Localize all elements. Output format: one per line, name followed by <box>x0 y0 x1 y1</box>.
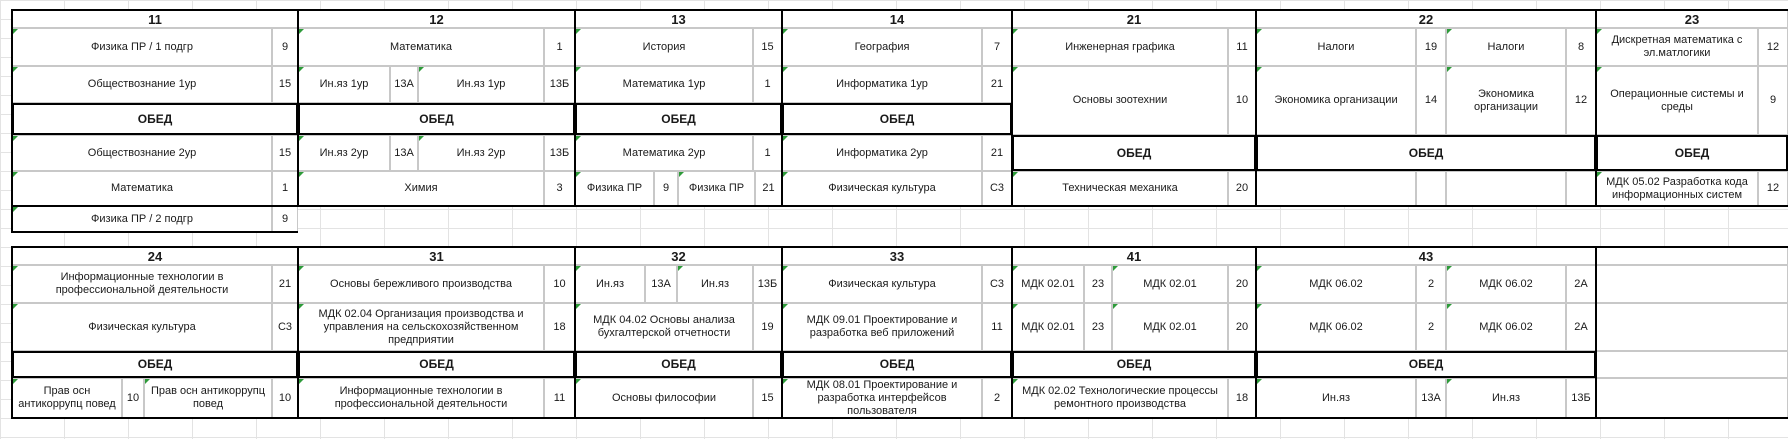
lesson-room[interactable]: 20 <box>1228 265 1256 303</box>
thick-border <box>1595 246 1597 419</box>
lesson-subject[interactable]: Ин.яз 1ур <box>298 66 390 103</box>
lesson-subject[interactable]: Прав осн антикоррупц повед <box>12 378 122 418</box>
lesson-room[interactable]: 12 <box>1758 28 1788 66</box>
empty-cell[interactable] <box>1596 247 1788 265</box>
lesson-subject[interactable]: Операционные системы и среды <box>1596 66 1758 135</box>
lesson-subject[interactable]: МДК 02.01 <box>1112 303 1228 351</box>
lesson-subject[interactable]: Физика ПР <box>575 171 654 206</box>
lesson-subject[interactable]: Информационные технологии в профессиональной деятельности <box>12 265 272 303</box>
empty-cell[interactable] <box>1596 265 1788 303</box>
empty-cell[interactable] <box>1596 351 1788 378</box>
lesson-room[interactable]: 20 <box>1228 171 1256 206</box>
lesson-room[interactable]: 10 <box>544 265 575 303</box>
thick-border <box>781 246 783 419</box>
lesson-subject[interactable]: МДК 09.01 Проектирование и разработка веб приложений <box>782 303 982 351</box>
lesson-room[interactable]: 1 <box>544 28 575 66</box>
lesson-subject[interactable]: Налоги <box>1446 28 1566 66</box>
lesson-subject[interactable]: Ин.яз 2ур <box>418 135 544 171</box>
lesson-subject[interactable]: География <box>782 28 982 66</box>
thick-border <box>11 246 13 419</box>
group-header-31[interactable]: 31 <box>298 247 575 265</box>
lesson-subject[interactable]: Информатика 2ур <box>782 135 982 171</box>
lesson-subject[interactable]: Экономика организации <box>1446 66 1566 135</box>
lesson-subject[interactable]: МДК 06.02 <box>1446 303 1566 351</box>
lesson-subject[interactable]: МДК 02.04 Организация производства и управления на сельскохозяйственном предприятии <box>298 303 544 351</box>
lunch-break[interactable]: ОБЕД <box>12 351 298 378</box>
group-header-33[interactable]: 33 <box>782 247 1012 265</box>
lesson-room[interactable]: С3 <box>272 303 298 351</box>
lesson-subject[interactable]: Экономика организации <box>1256 66 1416 135</box>
lesson-room[interactable]: С3 <box>982 171 1012 206</box>
lesson-subject[interactable]: Обществознание 1ур <box>12 66 272 103</box>
lesson-room[interactable]: 9 <box>1758 66 1788 135</box>
thick-border <box>12 9 1788 11</box>
thick-border <box>297 9 299 207</box>
lesson-subject[interactable]: Обществознание 2ур <box>12 135 272 171</box>
empty-cell[interactable] <box>1596 303 1788 351</box>
lesson-subject[interactable]: Физическая культура <box>12 303 272 351</box>
lesson-room[interactable]: 1 <box>753 66 782 103</box>
lunch-break[interactable]: ОБЕД <box>1256 135 1596 171</box>
lesson-subject[interactable]: Информатика 1ур <box>782 66 982 103</box>
lesson-room[interactable]: 10 <box>272 378 298 418</box>
group-header-41[interactable]: 41 <box>1012 247 1256 265</box>
thick-border <box>12 246 1788 248</box>
empty-cell[interactable] <box>1256 171 1416 206</box>
lesson-room[interactable]: 10 <box>122 378 144 418</box>
lesson-room[interactable]: 14 <box>1416 66 1446 135</box>
lesson-subject[interactable]: МДК 06.02 <box>1446 265 1566 303</box>
lesson-subject[interactable]: Ин.яз 2ур <box>298 135 390 171</box>
lesson-room[interactable]: 23 <box>1084 265 1112 303</box>
lesson-room[interactable]: 13Б <box>544 66 575 103</box>
lesson-room[interactable]: С3 <box>982 265 1012 303</box>
lesson-subject[interactable]: Математика 2ур <box>575 135 753 171</box>
lesson-subject[interactable]: Техническая механика <box>1012 171 1228 206</box>
lunch-break[interactable]: ОБЕД <box>298 103 575 135</box>
lesson-subject[interactable]: Ин.яз <box>1446 378 1566 418</box>
lesson-room[interactable]: 2 <box>982 378 1012 418</box>
lesson-subject[interactable]: Налоги <box>1256 28 1416 66</box>
lesson-subject[interactable]: Дискретная математика с эл.матлогики <box>1596 28 1758 66</box>
empty-cell[interactable] <box>1566 171 1596 206</box>
empty-cell[interactable] <box>1416 171 1446 206</box>
thick-border <box>1011 246 1013 419</box>
lesson-subject[interactable]: МДК 02.02 Технологические процессы ремонтного производства <box>1012 378 1228 418</box>
group-header-11[interactable]: 11 <box>12 10 298 28</box>
lesson-room[interactable]: 15 <box>272 135 298 171</box>
thick-border <box>781 9 783 207</box>
lesson-subject[interactable]: Ин.яз <box>677 265 753 303</box>
lesson-room[interactable]: 2 <box>1416 303 1446 351</box>
lesson-room[interactable]: 11 <box>982 303 1012 351</box>
lesson-subject[interactable]: Информационные технологии в профессиональной деятельности <box>298 378 544 418</box>
thick-border <box>12 205 1788 207</box>
lunch-break[interactable]: ОБЕД <box>298 351 575 378</box>
lesson-subject[interactable]: История <box>575 28 753 66</box>
lesson-room[interactable]: 13А <box>645 265 677 303</box>
lunch-break[interactable]: ОБЕД <box>575 103 782 135</box>
lesson-room[interactable]: 23 <box>1084 303 1112 351</box>
lesson-room[interactable]: 2А <box>1566 265 1596 303</box>
lesson-room[interactable]: 13А <box>390 135 418 171</box>
lesson-subject[interactable]: Прав осн антикоррупц повед <box>144 378 272 418</box>
lesson-subject[interactable]: Ин.яз <box>1256 378 1416 418</box>
lesson-subject[interactable]: Основы бережливого производства <box>298 265 544 303</box>
lesson-room[interactable]: 21 <box>755 171 782 206</box>
lesson-subject[interactable]: МДК 02.01 <box>1012 303 1084 351</box>
lesson-room[interactable]: 9 <box>272 206 298 232</box>
lesson-room[interactable]: 13А <box>1416 378 1446 418</box>
lesson-room[interactable]: 13Б <box>544 135 575 171</box>
thick-border <box>574 9 576 207</box>
group-header-32[interactable]: 32 <box>575 247 782 265</box>
lesson-room[interactable]: 21 <box>982 66 1012 103</box>
lesson-room[interactable]: 19 <box>1416 28 1446 66</box>
lesson-room[interactable]: 18 <box>544 303 575 351</box>
lesson-subject[interactable]: Математика <box>298 28 544 66</box>
lunch-break[interactable]: ОБЕД <box>1256 351 1596 378</box>
lesson-room[interactable]: 1 <box>753 135 782 171</box>
lesson-room[interactable]: 2А <box>1566 303 1596 351</box>
empty-cell[interactable] <box>1446 171 1566 206</box>
lesson-subject[interactable]: Физика ПР / 2 подгр <box>12 206 272 232</box>
thick-border <box>1595 9 1597 207</box>
group-header-21[interactable]: 21 <box>1012 10 1256 28</box>
thick-border <box>1255 9 1257 207</box>
lesson-room[interactable]: 12 <box>1566 66 1596 135</box>
lesson-subject[interactable]: Математика 1ур <box>575 66 753 103</box>
lunch-break[interactable]: ОБЕД <box>12 103 298 135</box>
lunch-break[interactable]: ОБЕД <box>782 103 1012 135</box>
lesson-room[interactable]: 10 <box>1228 66 1256 135</box>
group-header-22[interactable]: 22 <box>1256 10 1596 28</box>
lunch-break[interactable]: ОБЕД <box>1012 351 1256 378</box>
group-header-24[interactable]: 24 <box>12 247 298 265</box>
lesson-room[interactable]: 9 <box>272 28 298 66</box>
lesson-subject[interactable]: Физическая культура <box>782 265 982 303</box>
lesson-subject[interactable]: Инженерная графика <box>1012 28 1228 66</box>
lesson-room[interactable]: 3 <box>544 171 575 206</box>
thick-border <box>1011 9 1013 207</box>
lesson-subject[interactable]: МДК 02.01 <box>1112 265 1228 303</box>
lesson-room[interactable]: 9 <box>654 171 678 206</box>
empty-cell[interactable] <box>1596 378 1788 418</box>
thick-border <box>574 246 576 419</box>
lesson-room[interactable]: 7 <box>982 28 1012 66</box>
thick-border <box>11 9 13 233</box>
lesson-subject[interactable]: МДК 04.02 Основы анализа бухгалтерской отчетности <box>575 303 753 351</box>
group-header-12[interactable]: 12 <box>298 10 575 28</box>
lunch-break[interactable]: ОБЕД <box>575 351 782 378</box>
lesson-room[interactable]: 13Б <box>1566 378 1596 418</box>
lesson-room[interactable]: 19 <box>753 303 782 351</box>
lunch-break[interactable]: ОБЕД <box>1596 135 1788 171</box>
group-header-14[interactable]: 14 <box>782 10 1012 28</box>
lesson-room[interactable]: 1 <box>272 171 298 206</box>
lesson-subject[interactable]: МДК 08.01 Проектирование и разработка интерфейсов пользователя <box>782 378 982 418</box>
lesson-room[interactable]: 18 <box>1228 378 1256 418</box>
lesson-room[interactable]: 15 <box>272 66 298 103</box>
lesson-room[interactable]: 21 <box>272 265 298 303</box>
lesson-subject[interactable]: Основы философии <box>575 378 753 418</box>
lesson-subject[interactable]: Ин.яз <box>575 265 645 303</box>
lesson-subject[interactable]: Математика <box>12 171 272 206</box>
lesson-subject[interactable]: Основы зоотехнии <box>1012 66 1228 135</box>
lunch-break[interactable]: ОБЕД <box>1012 135 1256 171</box>
lesson-room[interactable]: 20 <box>1228 303 1256 351</box>
lesson-room[interactable]: 12 <box>1758 171 1788 206</box>
lesson-subject[interactable]: МДК 05.02 Разработка кода информационных систем <box>1596 171 1758 206</box>
group-header-13[interactable]: 13 <box>575 10 782 28</box>
thick-border <box>297 246 299 419</box>
lesson-room[interactable]: 15 <box>753 28 782 66</box>
lesson-subject[interactable]: Физика ПР <box>678 171 755 206</box>
lesson-subject[interactable]: Физическая культура <box>782 171 982 206</box>
lesson-subject[interactable]: Химия <box>298 171 544 206</box>
lesson-room[interactable]: 11 <box>544 378 575 418</box>
lesson-subject[interactable]: МДК 06.02 <box>1256 303 1416 351</box>
lesson-subject[interactable]: Ин.яз 1ур <box>418 66 544 103</box>
thick-border <box>12 417 1788 419</box>
group-header-43[interactable]: 43 <box>1256 247 1596 265</box>
thick-border <box>1255 246 1257 419</box>
lesson-room[interactable]: 13Б <box>753 265 782 303</box>
lesson-room[interactable]: 15 <box>753 378 782 418</box>
lesson-room[interactable]: 8 <box>1566 28 1596 66</box>
lesson-subject[interactable]: МДК 02.01 <box>1012 265 1084 303</box>
lesson-room[interactable]: 2 <box>1416 265 1446 303</box>
lunch-break[interactable]: ОБЕД <box>782 351 1012 378</box>
lesson-subject[interactable]: Физика ПР / 1 подгр <box>12 28 272 66</box>
lesson-subject[interactable]: МДК 06.02 <box>1256 265 1416 303</box>
group-header-23[interactable]: 23 <box>1596 10 1788 28</box>
lesson-room[interactable]: 11 <box>1228 28 1256 66</box>
thick-border <box>12 231 298 233</box>
lesson-room[interactable]: 21 <box>982 135 1012 171</box>
lesson-room[interactable]: 13А <box>390 66 418 103</box>
